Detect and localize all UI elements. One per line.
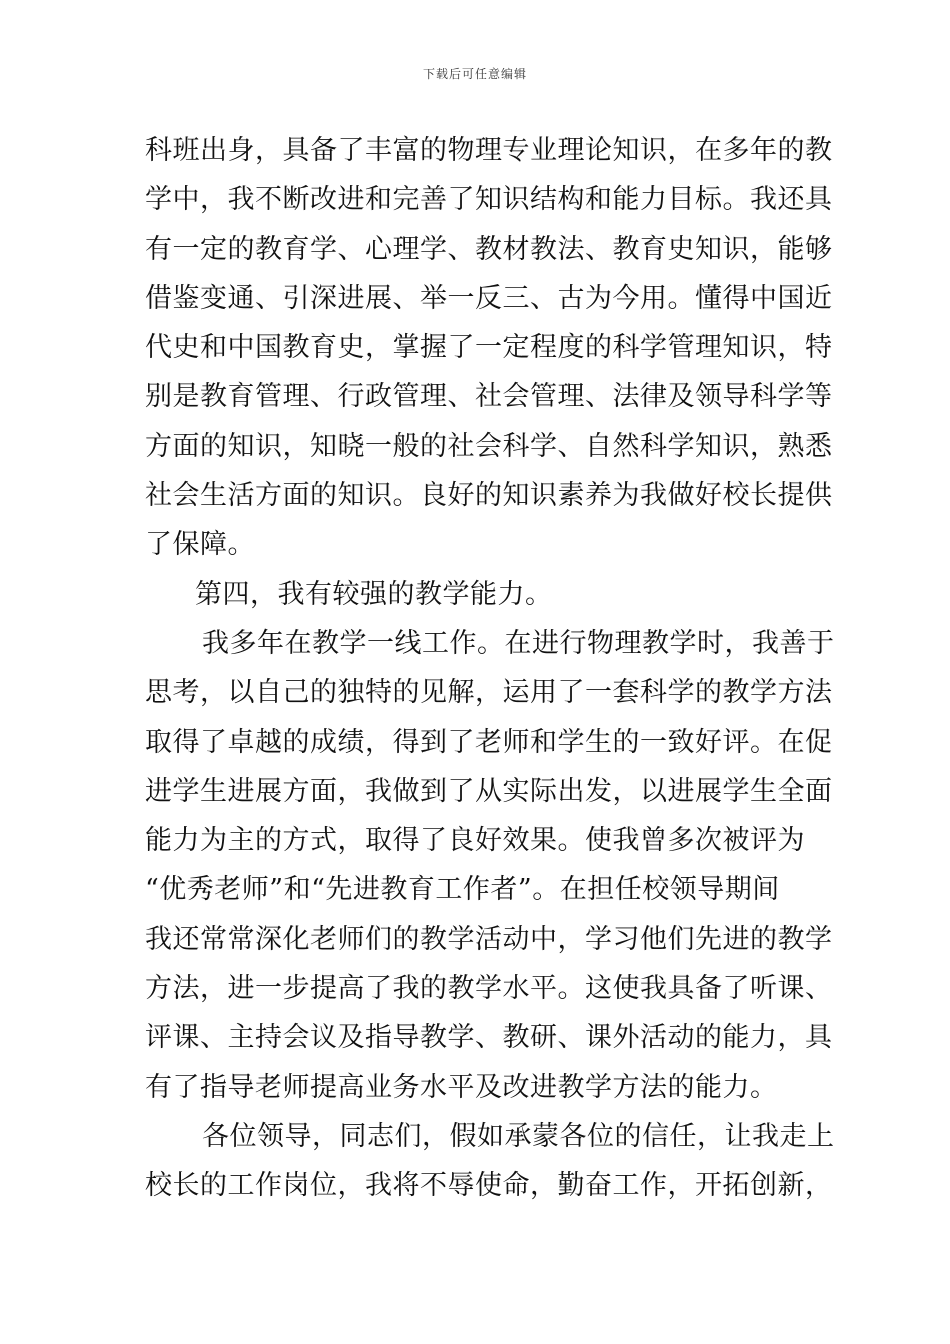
text-line: 科班出身，具备了丰富的物理专业理论知识，在多年的教	[145, 135, 833, 166]
text-line: 取得了卓越的成绩，得到了老师和学生的一致好评。在促	[145, 726, 833, 758]
text-line: 社会生活方面的知识。良好的知识素养为我做好校长提供	[145, 480, 833, 512]
page-header: 下载后可任意编辑	[422, 67, 527, 81]
text-line: 方面的知识，知晓一般的社会科学、自然科学知识，熟悉	[145, 430, 833, 462]
text-line: “优秀老师”和“先进教育工作者”。在担任校领导期间	[145, 874, 780, 906]
text-line: 进学生进展方面，我做到了从实际出发，以进展学生全面	[145, 775, 833, 807]
text-line: 校长的工作岗位，我将不辱使命，勤奋工作，开拓创新，	[145, 1170, 833, 1202]
text-line: 有了指导老师提高业务水平及改进教学方法的能力。	[145, 1071, 778, 1103]
text-line: 能力为主的方式，取得了良好效果。使我曾多次被评为	[145, 825, 805, 857]
text-line: 借鉴变通、引深进展、举一反三、古为今用。懂得中国近	[145, 282, 833, 314]
text-line: 别是教育管理、行政管理、社会管理、法律及领导科学等	[145, 381, 833, 413]
text-line: 各位领导，同志们，假如承蒙各位的信任，让我走上	[202, 1120, 835, 1152]
text-line: 代史和中国教育史，掌握了一定程度的科学管理知识，特	[145, 332, 833, 364]
text-line: 学中，我不断改进和完善了知识结构和能力目标。我还具	[145, 184, 833, 216]
text-line: 有一定的教育学、心理学、教材教法、教育史知识，能够	[145, 233, 833, 265]
document-body	[145, 126, 835, 1211]
text-line: 了保障。	[145, 529, 255, 561]
text-line: 方法，进一步提高了我的教学水平。这使我具备了听课、	[145, 973, 833, 1005]
text-line: 我还常常深化老师们的教学活动中，学习他们先进的教学	[145, 923, 833, 955]
text-line: 我多年在教学一线工作。在进行物理教学时，我善于	[202, 627, 835, 659]
text-line: 思考，以自己的独特的见解，运用了一套科学的教学方法	[145, 677, 833, 709]
section-heading: 第四，我有较强的教学能力。	[195, 578, 553, 610]
text-line: 评课、主持会议及指导教学、教研、课外活动的能力，具	[145, 1022, 833, 1054]
